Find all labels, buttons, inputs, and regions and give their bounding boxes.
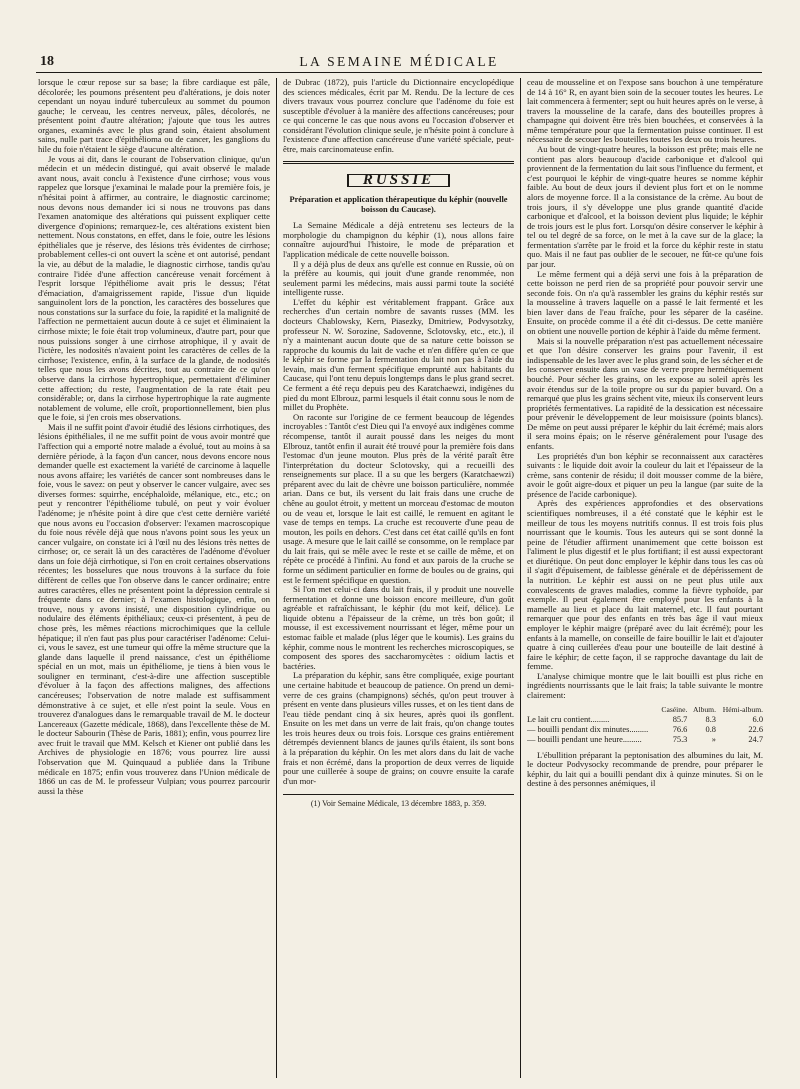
table-header-row [527,705,763,715]
paragraph: Les propriétés d'un bon képhir se reconnaissent aux caractères suivants : le liquide doit avoir la couleur du lait et l'épaisseur de la crème, sans contenir de résidu; il doit mousser comme de la bière, avoir le goût aigre-doux et piquer un peu la langue (par suite de la présence de l'acide carbonique). [527,450,763,499]
table-row [527,725,763,735]
paragraph: L'ébullition préparant la peptonisation des albumines du lait, M. le docteur Podvysocky recommande de prendre, pour préparer le képhir, du lait qui a bouilli pendant dix à quinze minutes. Si on le destine à des personnes anémiques, il [527,749,763,789]
column-2 [283,78,514,1078]
paragraph: ceau de mousseline et on l'expose sans bouchon à une température de 14 à 16° R, en ayant bien soin de la secouer toutes les heures. Le lait commencera à fermenter; sept ou huit heures après on le verse, à travers la mousseline de la carafe, dans des bouteilles propres à champagne qui doivent être très bien bouchées, et conservées à la même température pour que la fermentation puisse continuer. Il est nécessaire de secouer les bouteilles toutes les deux ou trois heures. [527,78,763,145]
paragraph: La préparation du képhir, sans être compliquée, exige pourtant une certaine habitude et beaucoup de patience. On prend un demi-verre de ces grains (champignons) séchés, qu'on peut trouver à présent en vente dans plusieurs villes russes, et on les tient dans de l'eau tiède pendant cinq à six heures, après quoi ils gonflent. Ensuite on les met dans un verre de lait frais, qu'on change toutes les trois heures deux ou trois fois. Lorsque ces grains entièrement détrempés deviennent blancs de jaunes qu'ils étaient, ils sont bons à la préparation du képhir. On les met alors dans du lait de vache frais et non écrémé, dans la proportion de deux verres de liquide pour une cuillerée à soupe de grains; on couvre ensuite la carafe d'un mor- [283,670,514,786]
paragraph: On raconte sur l'origine de ce ferment beaucoup de légendes incroyables : Tantôt c'est Dieu qui l'a envoyé aux indigènes comme récompense, tantôt il aurait poussé dans les neiges du mont Elbrouz, tantôt enfin il aurait été trouvé pour la première fois dans l'estomac d'un jeune mouton. Plus près de la vérité paraît être l'interprétation du docteur Sclotovsky, qui a recueilli des renseignements sur place. Il a su que les bergers (Karatchaewzi) préparent avec du lait de chèvre une boisson particulière, nommée arian. Dans ce but, ils versent du lait frais dans une cruche de chêne au goulot étroit, y mettent un morceau d'estomac de mouton ou de veau et, lorsque le lait est caillé, le remuent en agitant le vase de temps en temps. La cruche est recouverte d'une peau de mouton, les poils en dehors. C'est dans cet état caillé qu'ils en font usage. A mesure que le lait caillé se consomme, on le remplace par du lait frais, qui se mêle avec le reste et se caille de même, et on répète ce procédé à l'infini. Au fond et aux parois de la cruche se forme un sédiment particulier en forme de boules ou de grains, qui est le ferment spécifique en question. [283,411,514,585]
row-label: — bouilli pendant une heure......... [527,734,642,744]
paragraph: L'analyse chimique montre que le lait bouilli est plus riche en ingrédients nourrissants que le lait frais; la table suivante le montre clairement: [527,670,763,700]
column-1 [38,78,270,1078]
paragraph: Le même ferment qui a déjà servi une fois à la préparation de cette boisson ne perd rien de sa propriété pour pouvoir servir une seconde fois. On n'a qu'à rassembler les grains du képhir restés sur la mousseline à travers laquelle on a passé le lait fermenté et les bien laver dans de l'eau fraîche, pour les séparer de la caséine. Ensuite, on procède comme il a été dit ci-dessus. De cette manière on obtient une nouvelle portion de képhir à l'aide du même ferment. [527,268,763,337]
page-header [36,52,762,74]
table-cell: » [711,734,716,744]
footnote: (1) Voir Semaine Médicale, 13 décembre 1883, p. 359. [283,794,514,809]
table-row [527,715,763,725]
table-cell: 22.6 [748,724,763,734]
table-cell: 85.7 [672,714,688,724]
header-rule [36,72,762,73]
column-3 [527,78,763,1078]
paragraph: Mais il ne suffit point d'avoir étudié des lésions cirrhotiques, des lésions épithéliales, il ne me suffit point de vous avoir montré que l'affection qui a emporté notre malade a évolué, tout au moins à sa dernière période, à la façon d'un cancer, nous devons encore nous demander quelle est exactement la variété de carcinome à laquelle nous avons affaire; les variétés de cancer sont nombreuses dans le foie, vous le savez: on peut y observer le cancer vulgaire, avec ses diverses formes: squirrhe, encéphaloïde, mélanique, etc., etc.; on peut y rencontrer l'épithéliome tubulé, on peut y voir évoluer l'adénome; je n'hésite point à dire que c'est cette dernière variété que nous avons eu l'occasion d'observer: l'examen macroscopique du foie nous révèle déjà que nous n'avons point sous les yeux un cancer vulgaire, on constate ici à l'œil nu des lésions très nettes de cirrhose; or, ce serait là un des caractères de l'adénome d'évoluer dans un foie déjà cirrhotique, si l'on en croit certaines observations récentes; les bosselures que nous trouvons à la surface du foie diffèrent de celles que l'on observe dans le cancer ordinaire; entre autres caractères, elles ne présentent point la dépression centrale si fréquente dans ce dernier; à l'examen histologique, enfin, on trouve, nous y avons insisté, une disposition cylindrique ou nodulaire des éléments épithéliaux; ceux-ci présentent, à peu de chose près, les mêmes réactions microchimiques que la cellule hépatique; il n'en faut pas plus pour caractériser l'adénome: Celui-ci, vous le savez, est une tumeur qui offre la même structure que la glande dans laquelle il prend naissance, c'est un épithéliome spécial en un mot, mais un épithéliome, je tiens à bien vous le souligner en terminant, c'est-à-dire une affection susceptible d'évoluer à la façon des affections malignes, des affections cancéreuses; l'observation de notre malade est suffisamment démonstrative à ce sujet, et elle n'est point la seule. Vous en trouverez d'analogues dans le remarquable travail de M. le docteur Lancereaux (Gazette médicale, 1868), dans l'excellente thèse de M. le docteur Sabourin (Thèse de Paris, 1881); enfin, vous pourrez lire avec fruit le travail que MM. Kelsch et Kiener ont publié dans les Archives de physiologie en 1876; vous pourrez lire aussi l'observation que M. Quinquaud a publiée dans la Tribune médicale en 1875; enfin vous trouverez dans l'Union médicale de 1866 un cas de M. le professeur Vulpian; vous pourrez parcourir aussi la thèse [38,421,270,796]
paragraph: La Semaine Médicale a déjà entretenu ses lecteurs de la morphologie du champignon du képhir (1), nous allons faire connaître aujourd'hui l'histoire, le mode de préparation et l'application médicale de cette nouvelle boisson. [283,220,514,259]
paragraph: L'effet du képhir est véritablement frappant. Grâce aux recherches d'un certain nombre de savants russes (MM. les docteurs Chablowsky, Kern, Piasezky, Dmitriew, Podvysotzky, professeur N. W. Sorozine, Sadovenne, Sclotovsky, etc., etc.), il n'y a maintenant aucun doute que de sa nature cette boisson se rapproche du koumis du lait de vache et n'en diffère qu'en ce que le képhir se forme par la fermentation du lait non pas à l'aide du levain, mais d'un ferment spécifique emprunté aux habitants du Caucase, qui l'ont tenu depuis longtemps dans le plus grand secret. Ce ferment a été reçu depuis peu des Karatchaewzi, indigènes du pied du mont Elbrouz, parmi lesquels il était connu sous le nom de millet du Prophète. [283,296,514,413]
row-label: Le lait cru contient......... [527,714,610,724]
paragraph: Après des expériences approfondies et des observations scientifiques nombreuses, il a été constaté que le képhir est le meilleur de tous les moyens nutritifs connus. Il est trois fois plus nourrissant que le koumis. Tous les auteurs qui se sont donné la peine de l'étudier affirment unanimement que cette boisson est l'aliment le plus digestif et le plus fortifiant; il est aussi expectorant et diurétique. On peut donc employer le képhir dans tous les cas où il s'agit d'épuisement, de faiblesse générale et de dépérissement de la nutrition. Le képhir est aussi on ne peut plus utile aux convalescents de graves maladies, comme la fièvre typhoïde, par exemple. Il peut également être employé pour les enfants à la mamelle au lieu et place du lait maternel, etc. Il faut pourtant remarquer que pour des enfants en très bas âge il vaut mieux employer le képhir maigre (préparé avec du lait écrémé); pour les enfants à la mamelle, on conseille de faire bouillir le lait et d'ajouter quatre à cinq cuillerées d'eau pour une bouteille de lait destiné à faire le képhir; de cette façon, il se rapproche davantage du lait de femme. [527,498,763,672]
table-header: Hémi-album. [722,704,763,714]
paragraph: lorsque le cœur repose sur sa base; la fibre cardiaque est pâle, décolorée; les poumons présentent peu d'altérations, je dois noter cependant un noyau induré tuberculeux au sommet du poumon gauche; le cerveau, les centres nerveux, pâles, décolorés, ne présentent point d'autre altération; j'ajoute que tous les autres organes, examinés avec le plus grand soin, étaient absolument sains, nulle part trace d'épithélioma ou de cancer, les ganglions du hile du foie n'étaient le siège d'aucune altération. [38,78,270,155]
table-cell: 76.6 [672,724,688,734]
page-number: 18 [40,54,54,69]
column-divider [276,78,277,1078]
table-row [527,735,763,745]
paragraph: de Dubrac (1872), puis l'article du Dictionnaire encyclopédique des sciences médicales, écrit par M. Rendu. De la lecture de ces divers travaux vous pourrez conclure que l'adénome du foie est susceptible d'évoluer à la manière des affections cancéreuses; pour ce qui concerne le cas que nous avons eu l'occasion d'observer et considérant l'évolution clinique seule, je n'hésite point à conclure à l'existence d'une affection cancéreuse d'une variété spéciale, peut-être, mais carcinomateuse enfin. [283,78,514,155]
paragraph: Je vous ai dit, dans le courant de l'observation clinique, qu'un médecin et un médecin distingué, qui avait observé le malade avant nous, avait conclu à l'existence d'une cirrhose; vous vous rappelez que lorsque j'examinai le malade pour la première fois, je n'hésitai point à affirmer, au contraire, le diagnostic carcinome; nous devons nous demander ici si nous ne trouvons pas dans l'examen anatomique des altérations qui puissent expliquer cette divergence d'opinions; remarquez-le, ces altérations existent bien nettement. Nous constatons, en effet, dans le foie, outre les lésions épithéliales que je réserve, des lésions très évidentes de cirrhose; probablement celles-ci ont ouvert la scène et ont autorisé, pendant la vie, au début de la maladie, le diagnostic cirrhose, tandis qu'au contraire l'idée d'une affection cancéreuse venait forcément à l'esprit lorsque l'épithéliome avait pris le dessus; l'état d'émaciation, d'amaigrissement rapide, l'issue d'un liquide sanguinolent lors de la ponction, les caractères des bosselures que nous constations sur la surface du foie, la rapidité et la malignité de l'affection ne permettaient aucun doute à ce sujet et éliminaient la cirrhose mixte; le foie était trop volumineux, d'autre part, pour que nous puissions songer à une cirrhose atrophique, il y avait de l'ictère, les nodosités n'avaient point les caractères de celles de la cirrhose; l'existence, enfin, à la surface de la glande, de nodosités telles que nous les avons décrites, tout au contraire de ce qu'on observe dans la cirrhose hypertrophique, permettaient d'éliminer cette affection; du reste, l'augmentation de la rate était peu considérable; or, dans la cirrhose hypertrophique la rate augmente notablement de volume, elle croît, proportionnellement, bien plus que le foie, si j'en crois mes observations. [38,153,270,423]
section-subtitle: Préparation et application thérapeutique du képhir (nouvelle boisson du Caucase). [289,195,508,215]
paragraph: Si l'on met celui-ci dans du lait frais, il y produit une nouvelle fermentation et donne une boisson encore meilleure, d'un goût agréable et rafraîchissant, le képhir (du mot keif, délice). Le liquide obtenu a l'épaisseur de la crème, un très bon goût; il mousse, il est excessivement nourrissant et léger, même pour un estomac faible et malade (plus léger que le koumis). Les grains du képhir, comme nous le montrent les recherches microscopiques, se composent des spores des saccharomycètes : oïdium lactis et bactéries. [283,584,514,671]
table-cell: 8.3 [705,714,716,724]
running-title: LA SEMAINE MÉDICALE [299,54,499,69]
table-header: Caséine. [661,704,688,714]
table-cell: 24.7 [748,734,763,744]
column-divider [520,78,521,1078]
milk-analysis-table [527,705,763,745]
table-cell: 6.0 [752,714,763,724]
section-title-box [283,171,514,188]
table-cell: 0.8 [705,724,716,734]
section-title: RUSSIE [347,174,450,188]
table-header: Album. [692,704,716,714]
table-cell: 75.3 [672,734,688,744]
row-label: — bouilli pendant dix minutes......... [527,724,649,734]
paragraph: Au bout de vingt-quatre heures, la boisson est prête; mais elle ne contient pas alors beaucoup d'acide carbonique et d'alcool qui proviennent de la fermentation du lait sous l'influence du ferment, et c'est pourquoi le képhir de vingt-quatre heures se nomme képhir faible. Au bout de deux jours il devient plus fort et on le nomme alors de moyenne force. Il a la consistance de la crème. Au bout de trois jours, il s'y développe une plus grande quantité d'acide carbonique et d'alcool, et la boisson devient plus liquide; le képhir de trois jours est le plus fort. Lorsqu'on désire conserver le képhir à tel ou tel degré de sa force, on le met à la cave sur de la glace; la fermentation s'arrête par le froid et la force du képhir reste in statu quo. Mais il ne faut pas oublier de le secouer, ne fût-ce qu'une fois par jour. [527,144,763,269]
paragraph: Il y a déjà plus de deux ans qu'elle est connue en Russie, où on la préfère au koumis, qui jouit d'une grande renommée, non seulement parmi les médecins, mais aussi parmi toute la société intelligente russe. [283,258,514,298]
section-rule [283,161,514,164]
paragraph: Mais si la nouvelle préparation n'est pas actuellement nécessaire et que l'on désire conserver les grains pour l'avenir, il est indispensable de les laver avec le plus grand soin, de les sécher et de les conserver ensuite dans un vase de verre propre hermétiquement bouché. Pour sécher les grains, on les expose au soleil après les avoir étendus sur de la toile propre ou sur du papier buvard. On a remarqué que plus les grains sèchent vite, mieux ils conservent leurs propriétés fermentatives. La rapidité de la dessication est nécessaire pour prévenir le développement de leur moisissure (points blancs). De même on peut aussi préparer le képhir du lait écrémé; mais alors il sera moins épais; on le réserve généralement pour l'usage des enfants. [527,335,763,451]
